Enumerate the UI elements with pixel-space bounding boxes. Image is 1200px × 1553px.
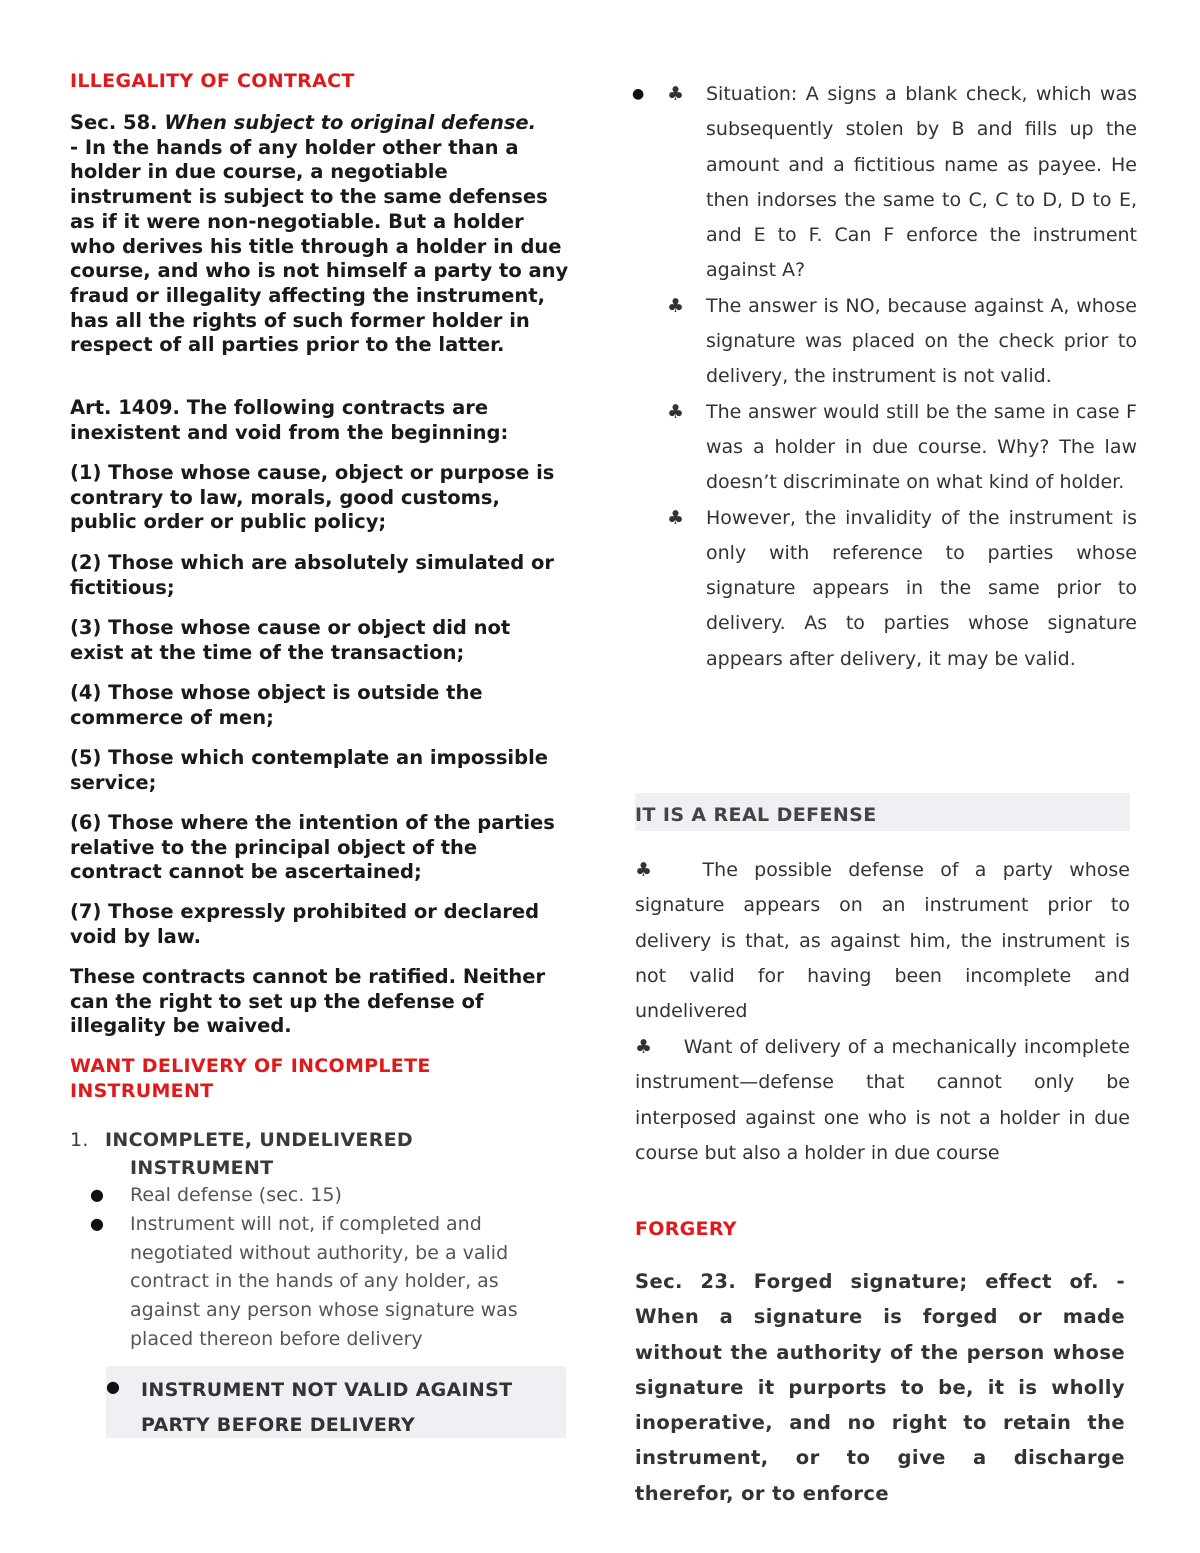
- possible-defense-paragraph: [635, 853, 1130, 1029]
- club-bullet-icon: ♣: [667, 294, 685, 317]
- section-heading-want-delivery: WANT DELIVERY OF INCOMPLETE INSTRUMENT: [70, 1055, 431, 1102]
- ratified-paragraph: These contracts cannot be ratified. Neither can the right to set up the defense of illegality be waived.: [70, 965, 546, 1038]
- numbered-item-1: [70, 1126, 570, 1182]
- sec58-paragraph: [70, 111, 570, 358]
- bullet-dot-icon: ●: [632, 86, 645, 102]
- club-item-answer-no: [667, 289, 1137, 395]
- real-defense-heading: IT IS A REAL DEFENSE: [635, 804, 877, 826]
- bullet-item-instrument: [90, 1210, 560, 1354]
- real-defense-box: [635, 793, 1130, 831]
- club-item-situation: [632, 77, 1137, 289]
- club-bullet-icon: ♣: [635, 859, 663, 881]
- art1409-item-7: (7) Those expressly prohibited or declared void by law.: [70, 900, 540, 948]
- bullet-dot-icon: ●: [106, 1377, 120, 1396]
- sec58-body: - In the hands of any holder other than a holder in due course, a negotiable instrument is subject to the same defenses as if it were non-negotiable. But a holder who derives his title through a holder in due course, and who is not himself a party to any fraud or illegality affecting the instrument, has all the rights of such former holder in respect of all parties prior to the latter.: [70, 135, 569, 357]
- art1409-item-6: (6) Those where the intention of the parties relative to the principal object of the contract cannot be ascertained;: [70, 811, 555, 884]
- bullet-text: Instrument will not, if completed and negotiated without authority, be a valid contract in the hands of any holder, as against any person whose signature was placed thereon before delivery: [130, 1213, 518, 1350]
- art1409-item-1: (1) Those whose cause, object or purpose is contrary to law, morals, good customs, public order or public policy;: [70, 461, 555, 534]
- club-item-answer-same: [667, 395, 1137, 501]
- club-text: However, the invalidity of the instrument is only with reference to parties whose signature appears in the same prior to delivery. As to parties whose signature appears after delivery, it may be valid.: [706, 506, 1137, 670]
- paragraph-text: Want of delivery of a mechanically incomplete instrument—defense that cannot only be interposed against one who is not a holder in due course but also a holder in due course: [635, 1036, 1130, 1164]
- highlight-box: [106, 1366, 566, 1438]
- sec23-paragraph: Sec. 23. Forged signature; effect of. - When a signature is forged or made without the authority of the person whose signature it purports to be, it is wholly inoperative, and no right to retain the instrument, or to give a discharge therefor, or to enforce: [635, 1270, 1125, 1505]
- club-text: Situation: A signs a blank check, which was subsequently stolen by B and fills up the amount and a fictitious name as payee. He then indorses the same to C, C to D, D to E, and E to F. Can F enforce the instrument against A?: [706, 83, 1137, 282]
- bullet-dot-icon: ●: [90, 1185, 104, 1204]
- art1409-item-4: (4) Those whose object is outside the commerce of men;: [70, 681, 483, 729]
- item-line-1: INCOMPLETE, UNDELIVERED: [105, 1129, 413, 1151]
- club-bullet-icon: ♣: [667, 506, 685, 529]
- club-text: The answer is NO, because against A, whose signature was placed on the check prior to delivery, the instrument is not valid.: [706, 294, 1137, 388]
- bullet-dot-icon: ●: [90, 1214, 104, 1233]
- club-item-however: [667, 501, 1137, 677]
- item-line-2: INSTRUMENT: [130, 1157, 274, 1179]
- section-heading-forgery: FORGERY: [635, 1218, 737, 1240]
- item-number: 1.: [70, 1129, 89, 1151]
- art1409-item-3: (3) Those whose cause or object did not exist at the time of the transaction;: [70, 616, 511, 664]
- club-bullet-icon: ♣: [635, 1036, 653, 1058]
- art1409-item-2: (2) Those which are absolutely simulated or fictitious;: [70, 551, 555, 599]
- club-list: [632, 77, 1137, 677]
- club-text: The answer would still be the same in case F was a holder in due course. Why? The law doesn’t discriminate on what kind of holder.: [706, 400, 1137, 494]
- sec58-heading: When subject to original defense.: [164, 111, 537, 134]
- bullet-item-real-defense: [90, 1181, 560, 1210]
- want-of-delivery-paragraph: [635, 1030, 1130, 1171]
- art1409-intro: Art. 1409. The following contracts are inexistent and void from the beginning:: [70, 396, 509, 444]
- sec58-label: Sec. 58.: [70, 111, 158, 134]
- highlight-text: INSTRUMENT NOT VALID AGAINST PARTY BEFORE DELIVERY: [141, 1379, 513, 1436]
- section-heading-illegality: ILLEGALITY OF CONTRACT: [70, 70, 355, 92]
- club-bullet-icon: ♣: [667, 400, 685, 423]
- art1409-item-5: (5) Those which contemplate an impossible service;: [70, 746, 548, 794]
- club-bullet-icon: ♣: [667, 83, 685, 105]
- bullet-text: Real defense (sec. 15): [130, 1184, 342, 1206]
- paragraph-text: The possible defense of a party whose signature appears on an instrument prior to delivery is that, as against him, the instrument is not valid for having been incomplete and undelivered: [635, 859, 1130, 1023]
